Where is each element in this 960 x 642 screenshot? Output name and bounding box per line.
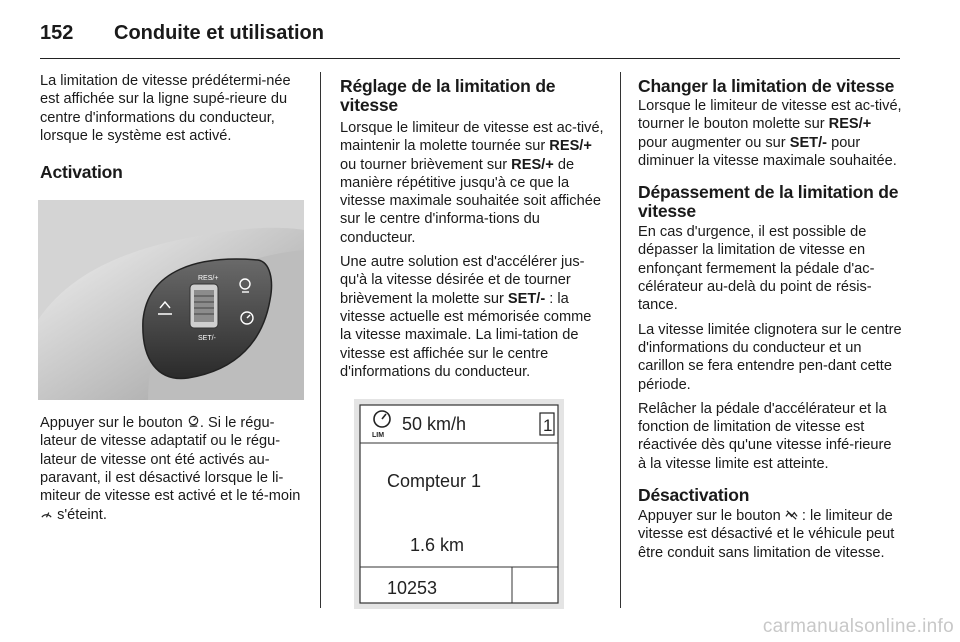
deactivation-heading: Désactivation [638, 485, 750, 506]
press-button-paragraph: Appuyer sur le bouton . Si le régu-lateur de vitesse adaptatif ou le régu-lateur de vitesse ont été activés au-paravant, il est désactivé lorsque le li-miteur de vitesse est activé et le té-moin s'éteint. [40, 415, 301, 523]
steering-wheel-illustration [38, 200, 304, 400]
header-divider [40, 58, 900, 59]
column-divider-2 [620, 72, 621, 608]
page-number: 152 [40, 21, 74, 44]
column-1 [40, 72, 302, 530]
change-limit-heading: Changer la limitation de vitesse [638, 76, 895, 96]
column-2 [340, 72, 604, 609]
override-paragraph-1: En cas d'urgence, il est possible de dépasser la limitation de vitesse en enfonçant fermement la pédale d'ac-célérateur au-delà du point de résis-tance. [638, 224, 875, 314]
deactivation-paragraph: Appuyer sur le bouton : le limiteur de vitesse est désactivé et le véhicule peut être conduit sans limitation de vitesse. [638, 508, 895, 561]
lim-label: LIM [372, 432, 385, 440]
column-divider-1 [320, 72, 321, 608]
steering-wheel-figure [38, 200, 304, 400]
speed-limiter-icon [187, 415, 200, 428]
adjust-paragraph-1: Lorsque le limiteur de vitesse est ac-tivé, maintenir la molette tournée sur RES/+ ou tourner brièvement sur RES/+ de manière répétitive jusqu'à ce que la vitesse maximale souhaitée soit affichée sur le centre d'informa-tions du conducteur. [340, 120, 604, 246]
column-3 [638, 72, 902, 568]
override-heading: Dépassement de la limitation de vitesse [638, 182, 899, 222]
set-minus-label: SET/- [198, 335, 216, 343]
page-header [40, 16, 324, 50]
odometer-value: 10253 [387, 578, 438, 599]
intro-paragraph: La limitation de vitesse prédétermi-née est affichée sur la ligne supé-rieure du centre d'informations du conducteur, lorsque le système est activé. [40, 73, 291, 144]
override-paragraph-2: La vitesse limitée clignotera sur le centre d'informations du conducteur et un carillon se fera entendre pen-dant cette période. [638, 321, 902, 393]
change-paragraph: Lorsque le limiteur de vitesse est ac-tivé, tourner le bouton molette sur RES/+ pour augmenter ou sur SET/- pour diminuer la vitesse maximale souhaitée. [638, 98, 902, 169]
activation-heading: Activation [40, 162, 123, 183]
res-plus-label: RES/+ [198, 275, 219, 283]
trip-label: Compteur 1 [387, 471, 482, 492]
driver-info-display [354, 399, 564, 609]
adjust-paragraph-2: Une autre solution est d'accélérer jus-qu'à la vitesse désirée et de tourner brièvement la molette sur SET/- : la vitesse actuelle est mémorisée comme la vitesse maximale. La limi-tation de vitesse est affichée sur le centre d'informations du conducteur. [340, 254, 592, 380]
trip-distance: 1.6 km [410, 535, 465, 556]
adjust-limit-heading: Réglage de la limitation de vitesse [340, 76, 556, 115]
page-indicator: 1 [543, 416, 553, 436]
page-title: Conduite et utilisation [114, 21, 324, 44]
limiter-off-icon [785, 508, 798, 521]
limit-speed-value: 50 km/h [402, 414, 467, 435]
override-paragraph-3: Relâcher la pédale d'accélérateur et la fonction de limitation de vitesse est réactivée dès qu'une vitesse infé-rieure à la vitesse limite est atteinte. [638, 400, 892, 472]
cruise-control-warning-icon [40, 507, 53, 520]
driver-info-display-figure [354, 399, 564, 609]
watermark: carmanualsonline.info [762, 616, 954, 637]
